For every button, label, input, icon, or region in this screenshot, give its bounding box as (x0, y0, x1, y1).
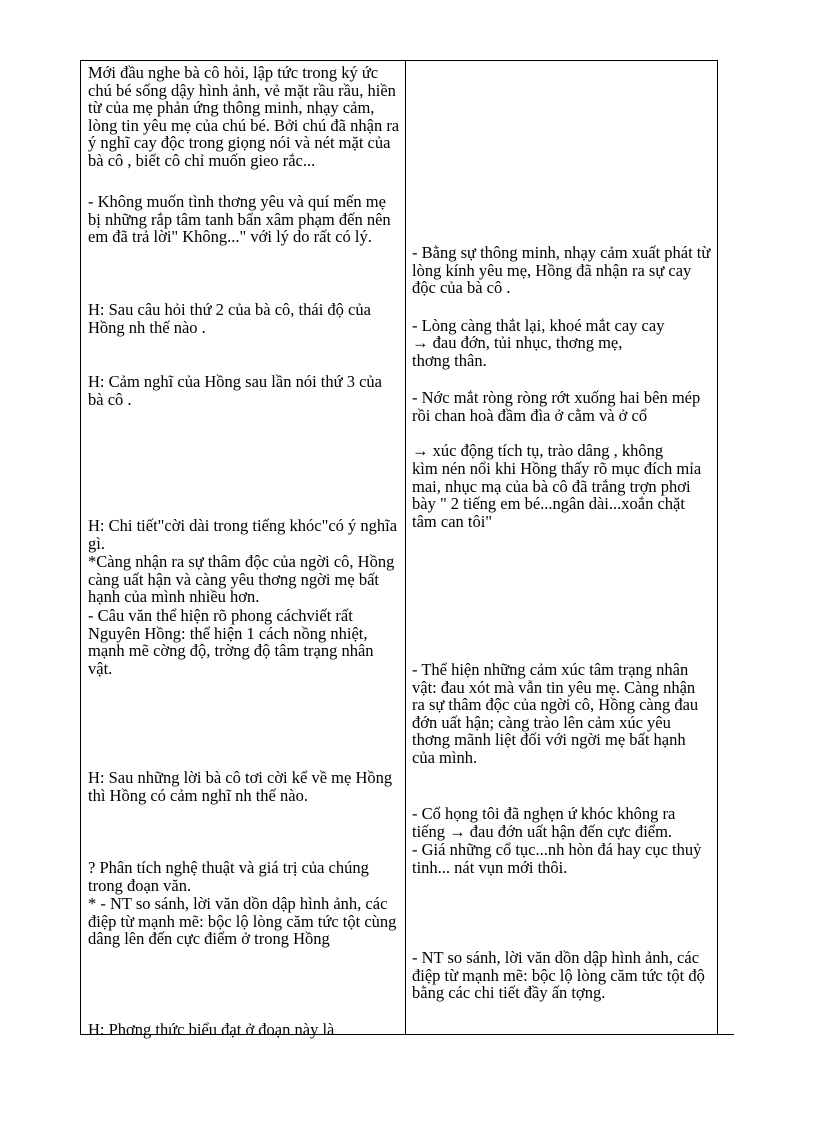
answer-art: - NT so sánh, lời văn dồn dập hình ảnh, các điệp từ mạnh mẽ: bộc lộ lòng căm tức tột độ bằng các chi tiết đầy ấn tợng. (412, 948, 705, 1002)
answer-customs: - Giá những cổ tục...nh hòn đá hay cục thuỷ tinh... nát vụn mới thôi. (412, 840, 702, 877)
answer-feelings: - Thể hiện những cảm xúc tâm trạng nhân vật: đau xót mà vẫn tin yêu mẹ. Càng nhận ra sự thâm độc của ngời cô, Hồng càng đau đớn uất hận; càng trào lên cảm xúc yêu thơng mãnh liệt đối với ngời mẹ bất hạnh của mình. (412, 660, 699, 767)
answer-analysis: * - NT so sánh, lời văn dồn dập hình ảnh, các điệp từ mạnh mẽ: bộc lộ lòng căm tức tột cùng dâng lên đến cực điểm ở trong Hồng (88, 894, 397, 948)
answer-choked-line2 (412, 823, 712, 841)
question-analysis: ? Phân tích nghệ thuật và giá trị của chúng trong đoạn văn. (88, 858, 369, 895)
paragraph-refusal: - Không muốn tình thơng yêu và quí mến mẹ bị những rắp tâm tanh bẩn xâm phạm đến nên em đã trả lời" Không..." với lý do rất có lý. (88, 192, 391, 246)
answer-heart-tight: - Lòng càng thắt lại, khoé mắt cay cay (412, 316, 665, 335)
answer-emotion-text: xúc động tích tụ, trào dâng , không (432, 441, 664, 460)
arrow-icon: → (412, 333, 429, 352)
answer-self-pity: thơng thân. (412, 351, 487, 370)
right-column (412, 61, 712, 1034)
answer-tears: - Nớc mắt ròng ròng rớt xuống hai bên mép rồi chan hoà đầm đìa ở cằm và ở cổ (412, 388, 701, 425)
answer-detail-1: *Càng nhận ra sự thâm độc của ngời cô, Hồng càng uất hận và càng yêu thơng ngời mẹ bất hạnh của mình nhiều hơn. (88, 552, 395, 606)
question-attitude: H: Sau câu hỏi thứ 2 của bà cô, thái độ của Hồng nh thế nào . (88, 300, 371, 337)
answer-emotion-line (412, 442, 712, 460)
column-divider (405, 61, 406, 1034)
question-mode: H: Phơng thức biểu đạt ở đoạn này là (88, 1020, 335, 1039)
question-after-words: H: Sau những lời bà cô tơi cời kể về mẹ Hồng thì Hồng có cảm nghĩ nh thế nào. (88, 768, 393, 805)
arrow-icon: → (412, 441, 429, 460)
paragraph-intro: Mới đầu nghe bà cô hỏi, lập tức trong ký ức chú bé sống dậy hình ảnh, vẻ mặt rầu rầu, hiền từ của mẹ phản ứng thông minh, nhạy cảm, lòng tin yêu mẹ của chú bé. Bởi chú đã nhận ra ý nghĩ cay độc trong giọng nói và nét mặt của bà cô , biết cô chỉ muốn gieo rắc... (88, 63, 400, 170)
answer-detail-2: - Câu văn thể hiện rõ phong cáchviết rất Nguyên Hồng: thể hiện 1 cách nồng nhiệt, mạnh mẽ cờng độ, trờng độ tâm trạng nhân vật. (88, 606, 374, 678)
answer-pain-line (412, 334, 712, 352)
arrow-icon: → (449, 822, 466, 841)
answer-choked-rest: đau đớn uất hận đến cực điểm. (469, 822, 673, 841)
left-column (88, 61, 400, 1039)
two-column-table (80, 60, 718, 1039)
answer-intelligence: - Bằng sự thông minh, nhạy cảm xuất phát từ lòng kính yêu mẹ, Hồng đã nhận ra sự cay độc của bà cô . (412, 243, 711, 297)
question-feeling: H: Cảm nghĩ của Hồng sau lần nói thứ 3 của bà cô . (88, 372, 382, 409)
question-detail: H: Chi tiết"cời dài trong tiếng khóc"có ý nghĩa gì. (88, 516, 398, 553)
answer-choked: - Cổ họng tôi đã nghẹn ứ khóc không ra (412, 804, 676, 823)
answer-emotion-rest: kìm nén nổi khi Hồng thấy rõ mục đích mỉa mai, nhục mạ của bà cô đã trắng trợn phơi bày " 2 tiếng em bé...ngân dài...xoắn chặt tâm can tôi" (412, 459, 702, 531)
table-border-tail (718, 1034, 734, 1035)
answer-choked-word: tiếng (412, 822, 445, 841)
answer-pain-text: đau đớn, tủi nhục, thơng mẹ, (432, 333, 623, 352)
